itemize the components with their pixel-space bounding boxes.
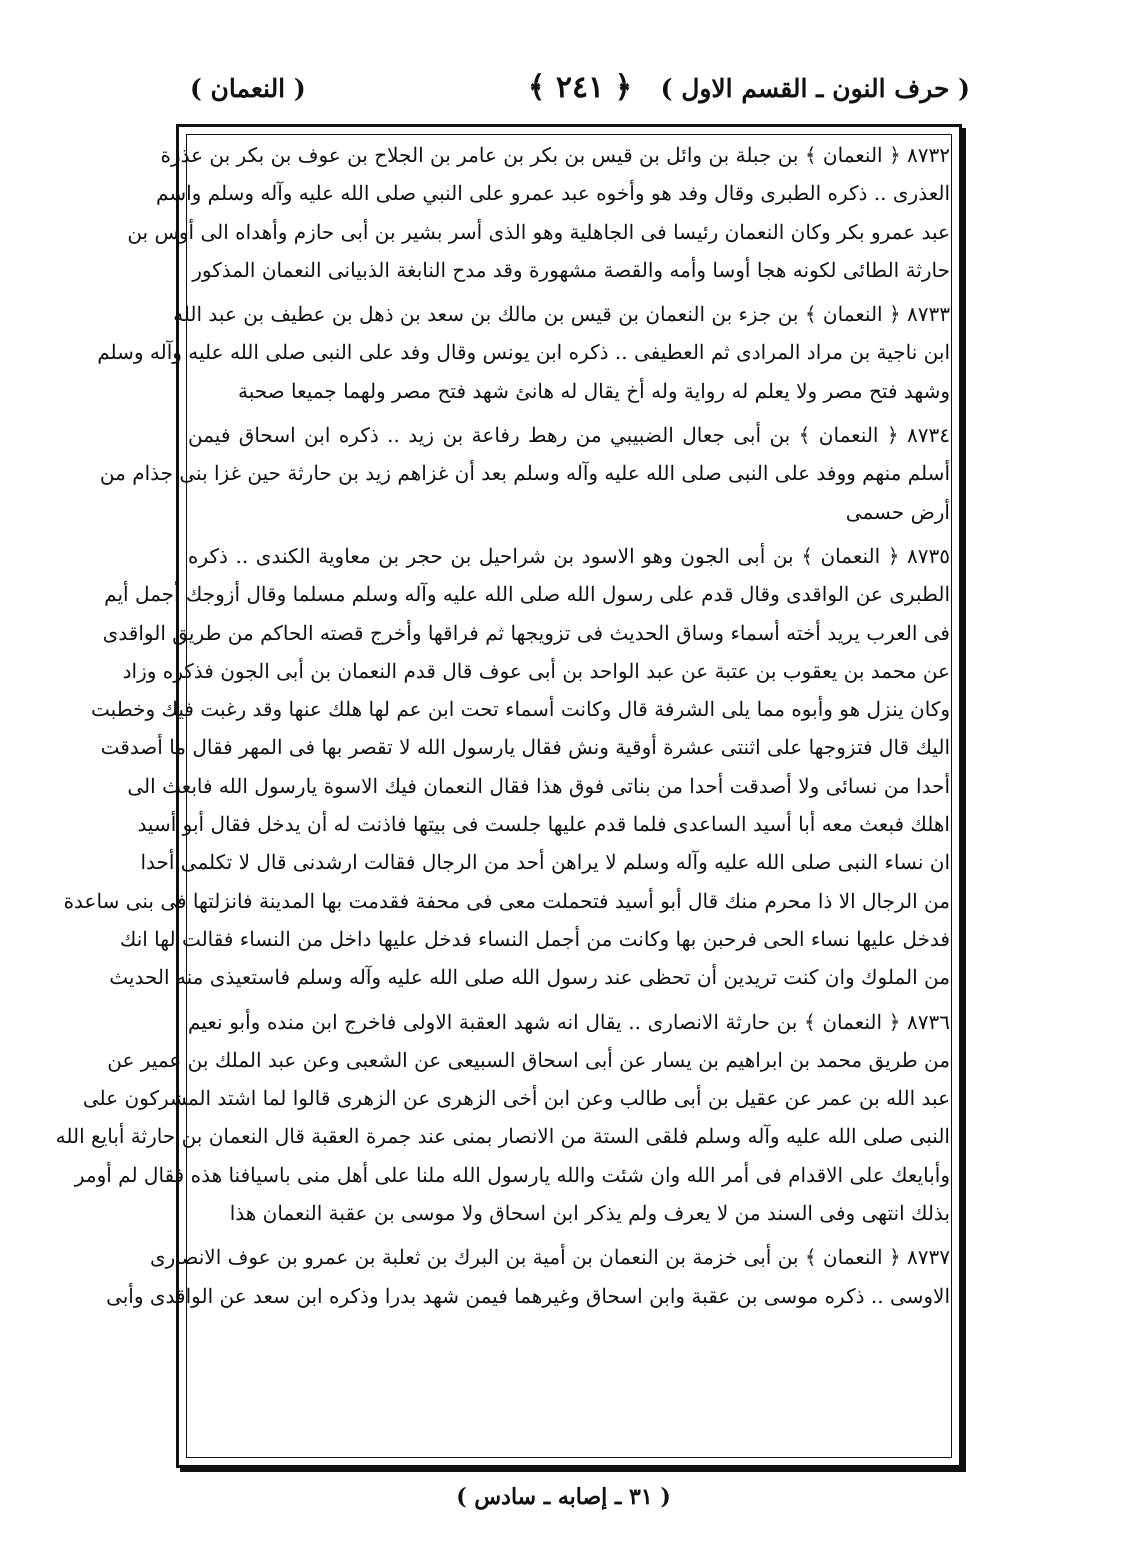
text-line: الطبرى عن الواقدى وقال قدم على رسول الله صلى الله عليه وآله وسلم مسلما وقال أزوجك أجمل أيم: [104, 582, 950, 607]
text-line: أرض حسمى: [845, 499, 950, 524]
text-line: ٨٧٣٥ ﴿ النعمان ﴾ بن أبى الجون وهو الاسود بن شراحيل بن حجر بن معاوية الكندى .. ذكره: [188, 543, 950, 568]
text-line: اليك قال فتزوجها على اثنتى عشرة أوقية ونش فقال يارسول الله لا تقصر بها فى المهر فقال ما أصدقت: [100, 735, 950, 760]
text-line: عن محمد بن يعقوب بن عتبة عن عبد الواحد بن أبى عوف قال قدم النعمان بن أبى الجون فذكره وزاد: [122, 658, 950, 683]
text-line: أسلم منهم ووفد على النبى صلى الله عليه وآله وسلم بعد أن غزاهم زيد بن حارثة حين غزا بنى جذام من: [99, 461, 950, 486]
text-line: أحدا من نسائى ولا أصدقت أحدا من بناتى فوق هذا فقال النعمان فيك الاسوة يارسول الله فابعث الى: [127, 773, 950, 798]
page-number: ﴿ ٢٤١ ﴾: [527, 70, 633, 105]
text-line: من الملوك وان كنت تريدين أن تحظى عند رسول الله صلى الله عليه وآله وسلم فاستعيذى منه الحديث: [109, 965, 950, 990]
entry: [106, 1238, 954, 1315]
document-body: [55, 136, 954, 1458]
text-line: ٨٧٣٢ ﴿ النعمان ﴾ بن جبلة بن وائل بن قيس بن بكر بن عامر بن الجلاح بن عوف بن بكر بن عذرة: [160, 143, 950, 167]
text-line: النبى صلى الله عليه وآله وسلم فلقى الستة من الانصار بمنى عند جمرة العقبة قال النعمان بن حارثة أبايع الله: [55, 1124, 950, 1149]
text-line: عبد الله بن عمر عن عقيل بن أبى طالب وعن ابن أخى الزهرى عن الزهرى قالوا لما اشتد المشركون على: [82, 1086, 950, 1111]
entry: [55, 1003, 954, 1233]
text-line: ابن ناجية بن مراد المرادى ثم العطيفى .. ذكره ابن يونس وقال وفد على النبى صلى الله عليه وآله وسلم: [97, 340, 950, 365]
section-title: ( حرف النون ـ القسم الاول ): [660, 74, 970, 103]
text-line: من طريق محمد بن ابراهيم بن يسار عن أبى اسحاق السبيعى عن الشعبى وعن عبد الملك بن عمير عن: [107, 1047, 950, 1072]
text-line: عبد عمرو بكر وكان النعمان رئيسا فى الجاهلية وهو الذى أسر بشير بن أبى حازم وأهداه الى أوس بن: [127, 219, 950, 244]
text-line: العذرى .. ذكره الطبرى وقال وفد هو وأخوه عبد عمرو على النبي صلى الله عليه وآله وسلم واسم: [156, 181, 950, 206]
entry: [127, 136, 954, 289]
entry: [99, 416, 954, 531]
running-head: ( النعمان ): [190, 74, 306, 103]
text-line: فدخل عليها نساء الحى فرحبن بها وكانت من أجمل النساء فدخل عليها داخل من النساء فقالت لها انك: [119, 926, 950, 951]
text-line: وشهد فتح مصر ولا يعلم له رواية وله أخ يقال له هانئ شهد فتح مصر ولهما جميعا صحبة: [238, 378, 950, 403]
entry: [97, 295, 954, 410]
text-line: اهلك فبعث معه أبا أسيد الساعدى فلما قدم عليها جلست فى بيتها فاذنت له أن يدخل فقال أبو أسيد: [137, 812, 950, 837]
text-line: ٨٧٣٤ ﴿ النعمان ﴾ بن أبى جعال الضبيبي من رهط رفاعة بن زيد .. ذكره ابن اسحاق فيمن: [188, 423, 950, 448]
entry: [63, 537, 954, 997]
text-line: الاوسى .. ذكره موسى بن عقبة وابن اسحاق وغيرهما فيمن شهد بدرا وذكره ابن سعد عن الواقدى وأبى: [106, 1283, 950, 1308]
text-line: ٨٧٣٧ ﴿ النعمان ﴾ بن أبى خزمة بن النعمان بن أمية بن البرك بن ثعلبة بن عمرو بن عوف الانصارى: [149, 1245, 950, 1270]
text-line: وأبايعك على الاقدام فى أمر الله وان شئت والله يارسول الله ملنا على أهل منى باسيافنا هذه فقال لم أومر: [74, 1162, 950, 1187]
text-line: من الرجال الا ذا محرم منك قال أبو أسيد فتحملت معى فى محفة فقدمت بها المدينة فانزلتها فى بنى ساعدة: [63, 888, 950, 913]
text-line: حارثة الطائى لكونه هجا أوسا وأمه والقصة مشهورة وقد مدح النابغة الذبيانى النعمان المذكور: [192, 257, 950, 282]
text-line: وكان ينزل هو وأبوه مما يلى الشرفة قال وكانت أسماء تحت ابن عم لها هلك عنها وقد رغبت فيك وخطبت: [91, 697, 950, 722]
page-footer: ( ٣١ ـ إصابه ـ سادس ): [456, 1484, 671, 1510]
text-line: ٨٧٣٦ ﴿ النعمان ﴾ بن حارثة الانصارى .. يقال انه شهد العقبة الاولى فاخرج ابن منده وأبو نعيم: [188, 1009, 950, 1034]
text-line: فى العرب يريد أخته أسماء وساق الحديث فى تزويجها ثم فراقها وأخرج قصته الحاكم من طريق الواقدى: [102, 620, 950, 645]
text-line: ٨٧٣٣ ﴿ النعمان ﴾ بن جزء بن النعمان بن قيس بن مالك بن سعد بن ذهل بن عطيف بن عبد الله: [173, 302, 950, 327]
text-line: ان نساء النبى صلى الله عليه وآله وسلم لا يراهن أحد من الرجال فقالت ارشدنى قال لا تكلمى أحدا: [140, 850, 950, 875]
page-header: [190, 70, 970, 114]
text-line: بذلك انتهى وفى السند من لا يعرف ولم يذكر ابن اسحاق ولا موسى بن عقبة النعمان هذا: [229, 1201, 950, 1226]
